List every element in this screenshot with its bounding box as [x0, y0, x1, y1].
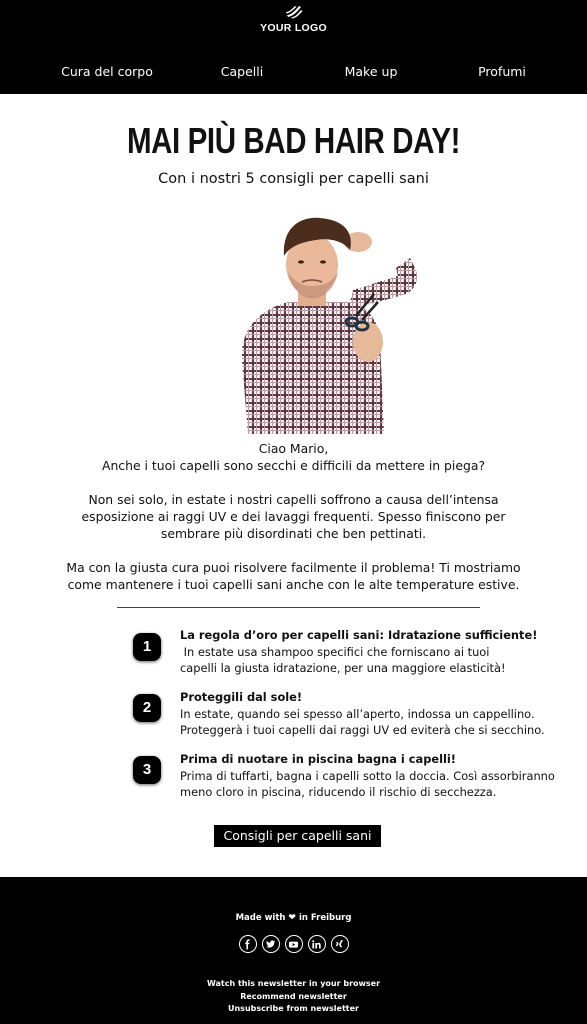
tip-body-line: In estate usa shampoo specifici che forniscano ai tuoi: [180, 644, 490, 659]
tip-title: La regola d’oro per capelli sani: Idratazione sufficiente!: [180, 628, 538, 642]
footer: [0, 877, 587, 1024]
logo-text: YOUR LOGO: [260, 22, 327, 34]
tip-body-line: capelli la giusta idratazione, per una maggiore elasticità!: [180, 661, 506, 675]
logo-swoosh-icon: [284, 5, 304, 19]
greeting: Ciao Mario,: [258, 441, 329, 456]
subheadline: Con i nostri 5 consigli per capelli sani: [158, 171, 429, 187]
tip-number-badge: 2: [133, 694, 161, 722]
linkedin-icon[interactable]: [308, 935, 326, 953]
tip-text: [180, 751, 560, 801]
unsubscribe-link[interactable]: Unsubscribe from newsletter: [227, 1004, 359, 1013]
xing-icon[interactable]: [331, 935, 349, 953]
tip-body-line: Proteggerà i tuoi capelli dai raggi UV ed eviterà che si secchino.: [180, 723, 545, 737]
youtube-icon[interactable]: [285, 935, 303, 953]
made-with-suffix: in Freiburg: [298, 913, 352, 923]
main-nav: [0, 64, 587, 82]
view-in-browser-link[interactable]: Watch this newsletter in your browser: [206, 979, 381, 988]
tip-text: [180, 689, 560, 739]
divider: [117, 607, 480, 608]
social-links: [0, 935, 587, 953]
nav-item-make-up[interactable]: Make up: [344, 64, 398, 79]
tip-body-line: Prima di tuffarti, bagna i capelli sotto la doccia. Così assorbiranno: [180, 768, 555, 783]
made-with-prefix: Made with: [235, 913, 286, 923]
intro-question: Anche i tuoi capelli sono secchi e difficili da mettere in piega?: [101, 458, 486, 473]
facebook-icon[interactable]: [239, 935, 257, 953]
hero-image: [228, 210, 440, 434]
tip-body-line: In estate, quando sei spesso all’aperto, indossa un cappellino.: [180, 706, 535, 721]
intro-paragraph-3-line-2: come mantenere i tuoi capelli sani anche con le alte temperature estive.: [67, 577, 520, 592]
tip-text: [180, 627, 560, 677]
tip-number-badge: 1: [133, 633, 161, 661]
tip-title: Prima di nuotare in piscina bagna i capelli!: [180, 752, 456, 766]
logo[interactable]: [0, 5, 587, 34]
made-with-line: [0, 913, 587, 923]
nav-item-cura-del-corpo[interactable]: Cura del corpo: [61, 64, 153, 79]
tip-body-line: meno cloro in piscina, riducendo il rischio di secchezza.: [180, 785, 497, 799]
intro-paragraph-3-line-1: Ma con la giusta cura puoi risolvere facilmente il problema! Ti mostriamo: [66, 560, 521, 575]
intro-paragraph-2-line-2: esposizione ai raggi UV e dei lavaggi frequenti. Spesso finiscono per: [81, 509, 506, 524]
footer-links: [0, 978, 587, 1016]
header: [0, 0, 587, 94]
tip-number-badge: 3: [133, 756, 161, 784]
nav-item-profumi[interactable]: Profumi: [478, 64, 526, 79]
headline: MAI PIÙ BAD HAIR DAY!: [126, 120, 461, 161]
heart-icon: ❤: [288, 913, 296, 923]
recommend-newsletter-link[interactable]: Recommend newsletter: [240, 991, 347, 1001]
cta-button[interactable]: Consigli per capelli sani: [214, 825, 381, 847]
intro-paragraph-2-line-3: sembrare più disordinati che ben pettinati.: [160, 526, 427, 541]
tip-title: Proteggili dal sole!: [180, 690, 303, 704]
twitter-icon[interactable]: [262, 935, 280, 953]
nav-item-capelli[interactable]: Capelli: [220, 64, 264, 79]
intro-paragraph-2-line-1: Non sei solo, in estate i nostri capelli soffrono a causa dell’intensa: [88, 492, 499, 507]
